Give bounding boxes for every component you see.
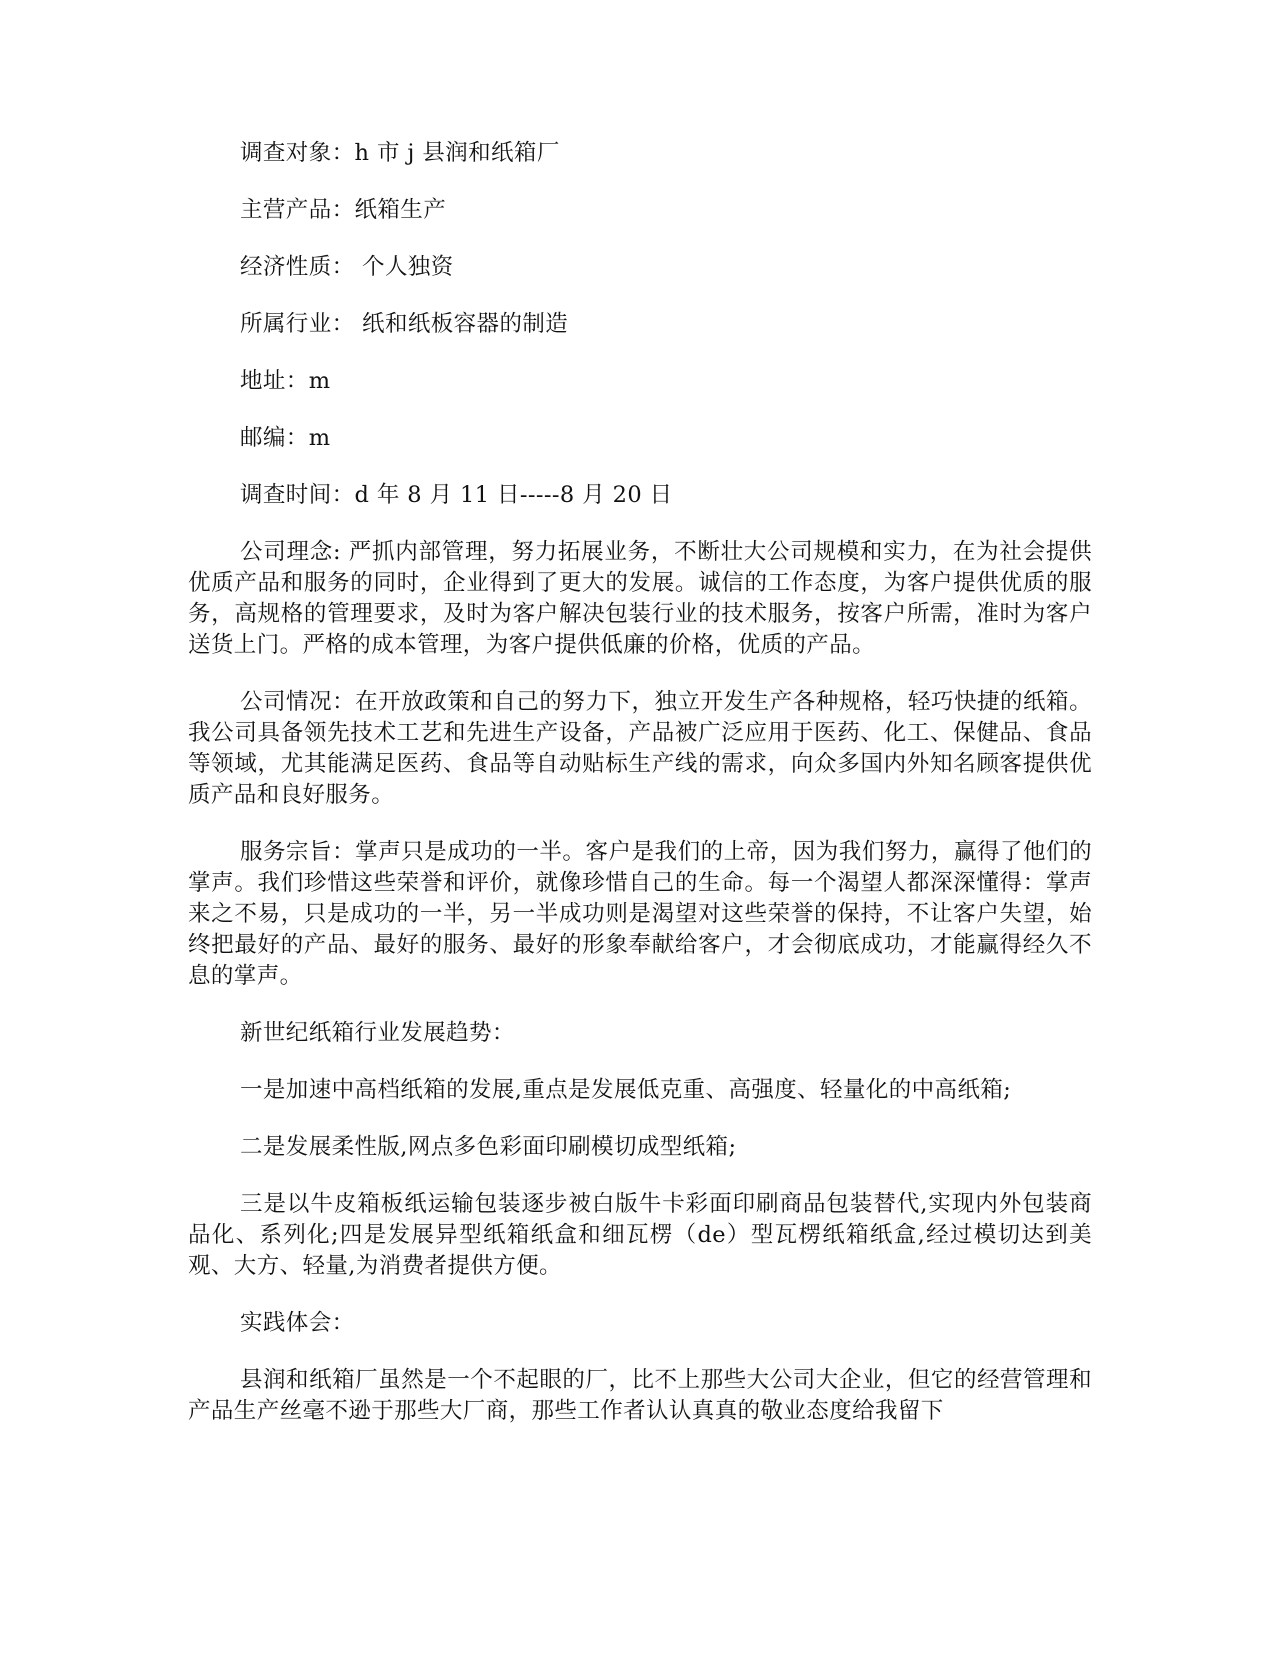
industry-line: 所属行业： 纸和纸板容器的制造 [240, 311, 569, 337]
trend-item-3-4: 三是以牛皮箱板纸运输包装逐步被白版牛卡彩面印刷商品包装替代,实现内外包装商品化、系列化;四是发展异型纸箱纸盒和细瓦楞（de）型瓦楞纸箱纸盒,经过模切达到美观、大方、轻量,为消费者提供方便。 [188, 1191, 1092, 1279]
trend-item-1: 一是加速中高档纸箱的发展,重点是发展低克重、高强度、轻量化的中高纸箱; [240, 1077, 1012, 1103]
economic-nature-line: 经济性质： 个人独资 [240, 254, 454, 280]
practice-paragraph: 县润和纸箱厂虽然是一个不起眼的厂，比不上那些大公司大企业，但它的经营管理和产品生产丝毫不逊于那些大厂商，那些工作者认认真真的敬业态度给我留下 [188, 1367, 1092, 1424]
trend-item-2: 二是发展柔性版,网点多色彩面印刷模切成型纸箱; [240, 1134, 737, 1160]
company-philosophy-paragraph: 公司理念: 严抓内部管理，努力拓展业务，不断壮大公司规模和实力，在为社会提供优质产品和服务的同时，企业得到了更大的发展。诚信的工作态度，为客户提供优质的服务，高规格的管理要求，及时为客户解决包装行业的技术服务，按客户所需，准时为客户送货上门。严格的成本管理，为客户提供低廉的价格，优质的产品。 [188, 539, 1092, 658]
postcode-line: 邮编：m [240, 425, 331, 451]
survey-time-line: 调查时间：d 年 8 月 11 日-----8 月 20 日 [240, 482, 673, 508]
company-situation-paragraph: 公司情况：在开放政策和自己的努力下，独立开发生产各种规格，轻巧快捷的纸箱。我公司具备领先技术工艺和先进生产设备，产品被广泛应用于医药、化工、保健品、食品等领域，尤其能满足医药、食品等自动贴标生产线的需求，向众多国内外知名顾客提供优质产品和良好服务。 [188, 689, 1092, 808]
practice-heading: 实践体会： [240, 1310, 355, 1336]
survey-target-line: 调查对象：h 市 j 县润和纸箱厂 [240, 140, 560, 166]
address-line: 地址：m [240, 368, 331, 394]
document-body [188, 138, 1092, 1453]
main-product-line: 主营产品：纸箱生产 [240, 197, 447, 223]
trend-heading: 新世纪纸箱行业发展趋势： [240, 1020, 515, 1046]
service-purpose-paragraph: 服务宗旨：掌声只是成功的一半。客户是我们的上帝，因为我们努力，赢得了他们的掌声。我们珍惜这些荣誉和评价，就像珍惜自己的生命。每一个渴望人都深深懂得：掌声来之不易，只是成功的一半，另一半成功则是渴望对这些荣誉的保持，不让客户失望，始终把最好的产品、最好的服务、最好的形象奉献给客户，才会彻底成功，才能赢得经久不息的掌声。 [188, 839, 1092, 989]
